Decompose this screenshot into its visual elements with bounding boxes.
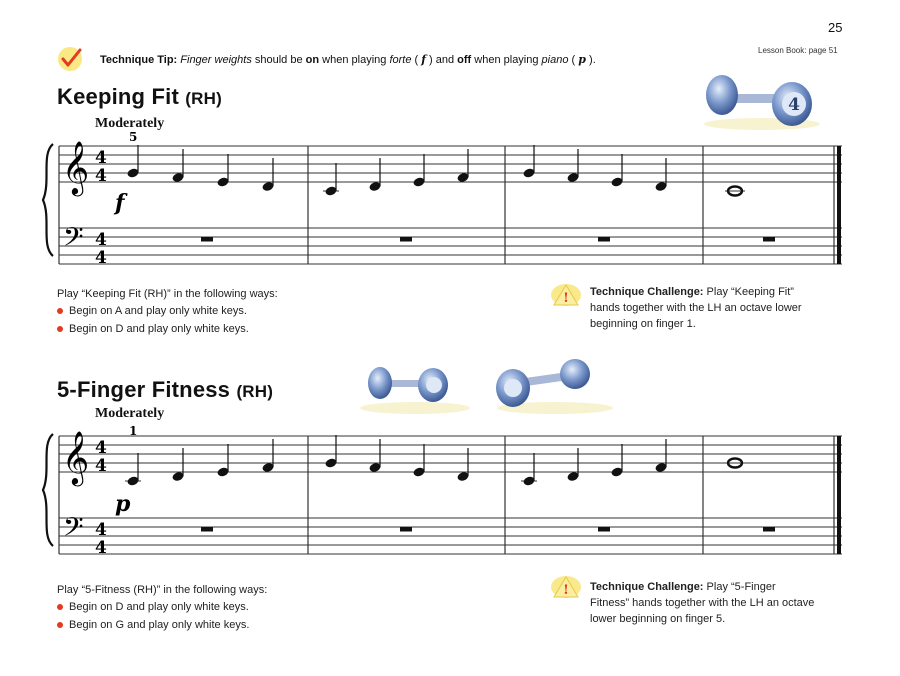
warning-icon bbox=[549, 573, 583, 601]
technique-challenge bbox=[590, 284, 850, 332]
whole-rest bbox=[598, 527, 610, 532]
measure-2 bbox=[324, 435, 469, 482]
time-signature-bottom: 4 bbox=[95, 538, 107, 558]
tip-forte: forte bbox=[389, 54, 412, 66]
svg-text:!: ! bbox=[563, 583, 569, 598]
tip-text: when playing bbox=[471, 54, 542, 66]
bass-clef-icon: 𝄢 bbox=[63, 511, 84, 549]
time-signature-top: 4 bbox=[95, 148, 107, 168]
whole-rest bbox=[400, 237, 412, 242]
dumbbell-image bbox=[700, 68, 825, 132]
ways-list bbox=[57, 598, 249, 634]
tip-text: and bbox=[432, 54, 458, 66]
tip-off: off bbox=[457, 54, 472, 66]
warning-icon bbox=[549, 281, 583, 309]
treble-staff bbox=[59, 436, 842, 472]
title-text: 5-Finger Fitness bbox=[57, 377, 231, 402]
time-signature-top: 4 bbox=[95, 520, 107, 540]
final-barline-thick bbox=[837, 436, 841, 554]
title-text: Keeping Fit bbox=[57, 84, 179, 109]
time-signature-bottom: 4 bbox=[95, 456, 107, 476]
time-signature-bottom: 4 bbox=[95, 166, 107, 186]
music-score-keeping-fit bbox=[35, 128, 850, 270]
tip-text: should be bbox=[251, 54, 306, 66]
dynamic-marking: p bbox=[115, 491, 131, 517]
whole-rest bbox=[201, 237, 213, 242]
music-score-5-finger-fitness bbox=[35, 418, 850, 560]
measure-1 bbox=[126, 145, 274, 192]
ways-list bbox=[57, 302, 249, 338]
time-signature-top: 4 bbox=[95, 438, 107, 458]
technique-tip: Technique Tip: Finger weights should be on when playing forte ( f ) and off when playing piano ( p ). bbox=[100, 53, 596, 66]
whole-rest bbox=[201, 527, 213, 532]
challenge-text: Play “5-Finger bbox=[703, 581, 776, 593]
challenge-text: lower beginning on finger 5. bbox=[590, 613, 726, 625]
challenge-text: hands together with the LH an octave lower bbox=[590, 302, 802, 314]
piece-title-keeping-fit bbox=[57, 84, 222, 110]
list-item: Begin on A and play only white keys. bbox=[57, 302, 249, 320]
finger-number: 1 bbox=[129, 424, 138, 438]
hand-label: (RH) bbox=[185, 89, 222, 108]
measure-4 bbox=[725, 187, 745, 196]
bass-staff bbox=[59, 228, 842, 264]
grand-staff-brace bbox=[43, 434, 53, 546]
challenge-text: Fitness” hands together with the LH an octave bbox=[590, 597, 815, 609]
piece-title-5-finger-fitness bbox=[57, 377, 273, 403]
list-item: Begin on D and play only white keys. bbox=[57, 598, 249, 616]
whole-rest bbox=[763, 527, 775, 532]
bass-staff bbox=[59, 518, 842, 554]
list-item: Begin on G and play only white keys. bbox=[57, 616, 249, 634]
tip-text: . bbox=[592, 54, 596, 66]
dumbbell-weight-label: 4 bbox=[788, 95, 800, 115]
bass-clef-icon: 𝄢 bbox=[63, 221, 84, 259]
bass-rests bbox=[201, 527, 775, 532]
list-item: Begin on D and play only white keys. bbox=[57, 320, 249, 338]
final-barline-thick bbox=[837, 146, 841, 264]
measure-3 bbox=[522, 145, 667, 192]
technique-challenge bbox=[590, 579, 850, 627]
tip-text: Finger weights bbox=[180, 54, 252, 66]
checkmark-icon bbox=[56, 44, 88, 74]
tip-piano: piano bbox=[541, 54, 569, 66]
piano-symbol: p bbox=[578, 53, 586, 66]
tempo-marking: Moderately bbox=[95, 116, 165, 131]
finger-number: 5 bbox=[129, 130, 138, 144]
time-signature-top: 4 bbox=[95, 230, 107, 250]
play-instructions: Play “Keeping Fit (RH)” in the following ways: bbox=[57, 288, 278, 300]
challenge-text: Play “Keeping Fit” bbox=[703, 286, 794, 298]
svg-text:!: ! bbox=[563, 291, 569, 306]
tempo-marking: Moderately bbox=[95, 406, 165, 421]
tip-text: when playing bbox=[319, 54, 390, 66]
challenge-label: Technique Challenge: bbox=[590, 581, 704, 593]
hand-label: (RH) bbox=[236, 382, 274, 401]
whole-rest bbox=[598, 237, 610, 242]
forte-symbol: f bbox=[421, 53, 426, 66]
whole-rest bbox=[763, 237, 775, 242]
treble-clef-icon: 𝄞 bbox=[62, 140, 90, 194]
tip-label: Technique Tip: bbox=[100, 54, 178, 66]
dynamic-marking: f bbox=[115, 190, 125, 216]
lesson-reference: Lesson Book: page 51 bbox=[758, 46, 838, 55]
challenge-text: beginning on finger 1. bbox=[590, 318, 696, 330]
grand-staff-brace bbox=[43, 144, 53, 256]
play-instructions: Play “5-Fitness (RH)” in the following ways: bbox=[57, 584, 268, 596]
whole-rest bbox=[400, 527, 412, 532]
time-signature-bottom: 4 bbox=[95, 248, 107, 268]
dumbbells-image bbox=[355, 358, 615, 416]
bass-rests bbox=[201, 237, 775, 242]
page-number: 25 bbox=[828, 20, 843, 35]
treble-clef-icon: 𝄞 bbox=[62, 430, 90, 484]
challenge-label: Technique Challenge: bbox=[590, 286, 704, 298]
tip-on: on bbox=[305, 54, 320, 66]
